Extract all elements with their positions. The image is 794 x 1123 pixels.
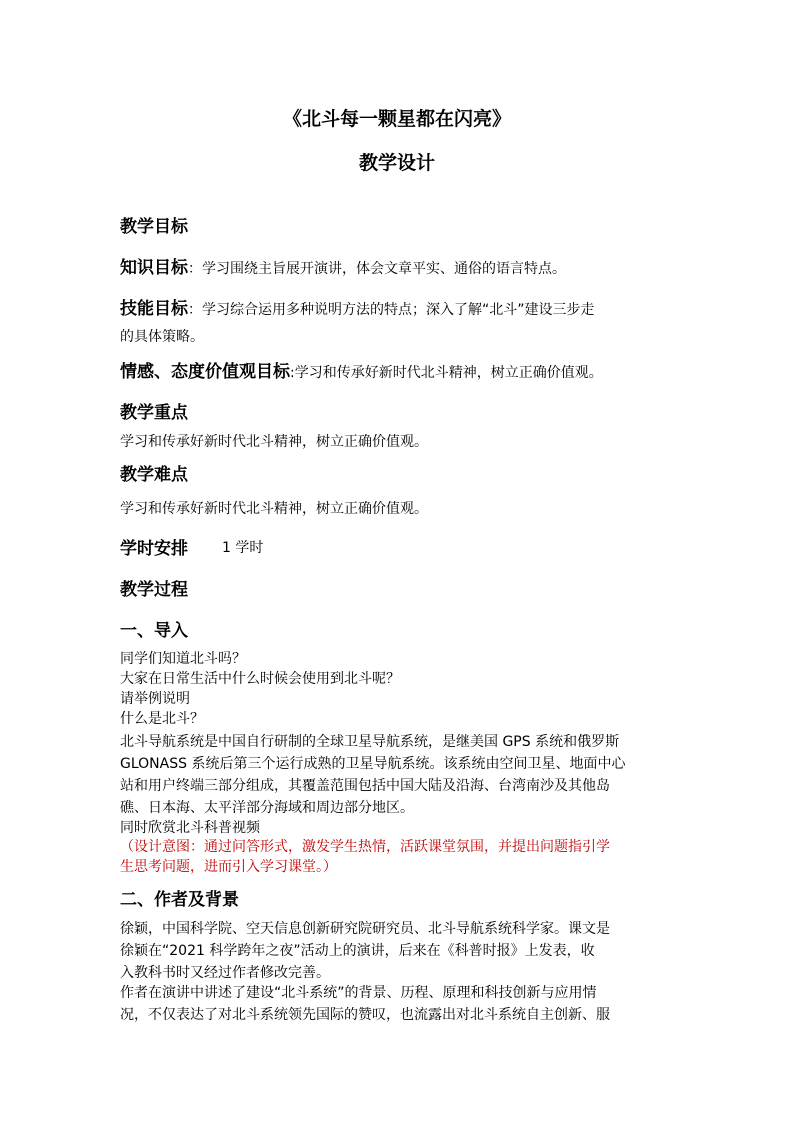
knowledge-objective-text: ：学习围绕主旨展开演讲，体会文章平实、通俗的语言特点。 — [188, 261, 566, 277]
knowledge-objective-label: 知识目标 — [120, 258, 188, 278]
section-author-heading: 二、作者及背景 — [120, 890, 239, 910]
key-point-text: 学习和传承好新时代北斗精神，树立正确价值观。 — [120, 434, 428, 450]
emotion-objective-label: 情感、态度价值观目标 — [120, 362, 290, 382]
emotion-objective-text: :学习和传承好新时代北斗精神，树立正确价值观。 — [290, 365, 603, 381]
skill-objective-text: ：学习综合运用多种说明方法的特点；深入了解“北斗”建设三步走 — [188, 302, 595, 318]
schedule-value: 1 学时 — [222, 540, 264, 556]
author-line: 徐颖，中国科学院、空天信息创新研究院研究员、北斗导航系统科学家。课文是 — [120, 921, 610, 937]
skill-objective — [120, 294, 595, 319]
author-line: 作者在演讲中讲述了建设“北斗系统”的背景、历程、原理和科技创新与应用情 — [120, 985, 597, 1001]
author-line: 徐颖在“2021 科学跨年之夜”活动上的演讲，后来在《科普时报》上发表，收 — [120, 943, 595, 959]
intro-line: 同学们知道北斗吗？ — [120, 651, 246, 667]
section-intro-heading: 一、导入 — [120, 621, 188, 641]
intro-line: 大家在日常生活中什么时候会使用到北斗呢？ — [120, 671, 400, 687]
document-subtitle: 教学设计 — [358, 152, 435, 174]
intro-line: 什么是北斗？ — [120, 711, 204, 727]
document-title: 《北斗每一颗星都在闪亮》 — [282, 108, 511, 130]
author-line: 入教科书时又经过作者修改完善。 — [120, 965, 330, 981]
author-line: 况，不仅表达了对北斗系统领先国际的赞叹，也流露出对北斗系统自主创新、服 — [120, 1007, 610, 1023]
knowledge-objective — [120, 253, 566, 278]
schedule-heading: 学时安排 — [120, 539, 188, 559]
key-point-heading: 教学重点 — [120, 403, 188, 423]
design-note: （设计意图：通过问答形式，激发学生热情，活跃课堂氛围，并提出问题指引学 — [120, 839, 610, 855]
process-heading: 教学过程 — [120, 580, 188, 600]
intro-line: 同时欣赏北斗科普视频 — [120, 820, 260, 836]
intro-line: 北斗导航系统是中国自行研制的全球卫星导航系统，是继美国 GPS 系统和俄罗斯 — [120, 734, 620, 750]
skill-objective-label: 技能目标 — [120, 299, 188, 319]
emotion-objective — [120, 357, 603, 382]
difficulty-text: 学习和传承好新时代北斗精神，树立正确价值观。 — [120, 501, 428, 517]
difficulty-heading: 教学难点 — [120, 465, 188, 485]
intro-line: 请举例说明 — [120, 691, 190, 707]
intro-line: 站和用户终端三部分组成，其覆盖范围包括中国大陆及沿海、台湾南沙及其他岛 — [120, 778, 610, 794]
skill-objective-continued: 的具体策略。 — [120, 329, 204, 345]
objectives-heading: 教学目标 — [120, 217, 188, 237]
intro-line: GLONASS 系统后第三个运行成熟的卫星导航系统。该系统由空间卫星、地面中心 — [120, 756, 626, 772]
intro-line: 礁、日本海、太平洋部分海域和周边部分地区。 — [120, 800, 414, 816]
design-note-continued: 生思考问题，进而引入学习课堂。） — [120, 859, 337, 875]
